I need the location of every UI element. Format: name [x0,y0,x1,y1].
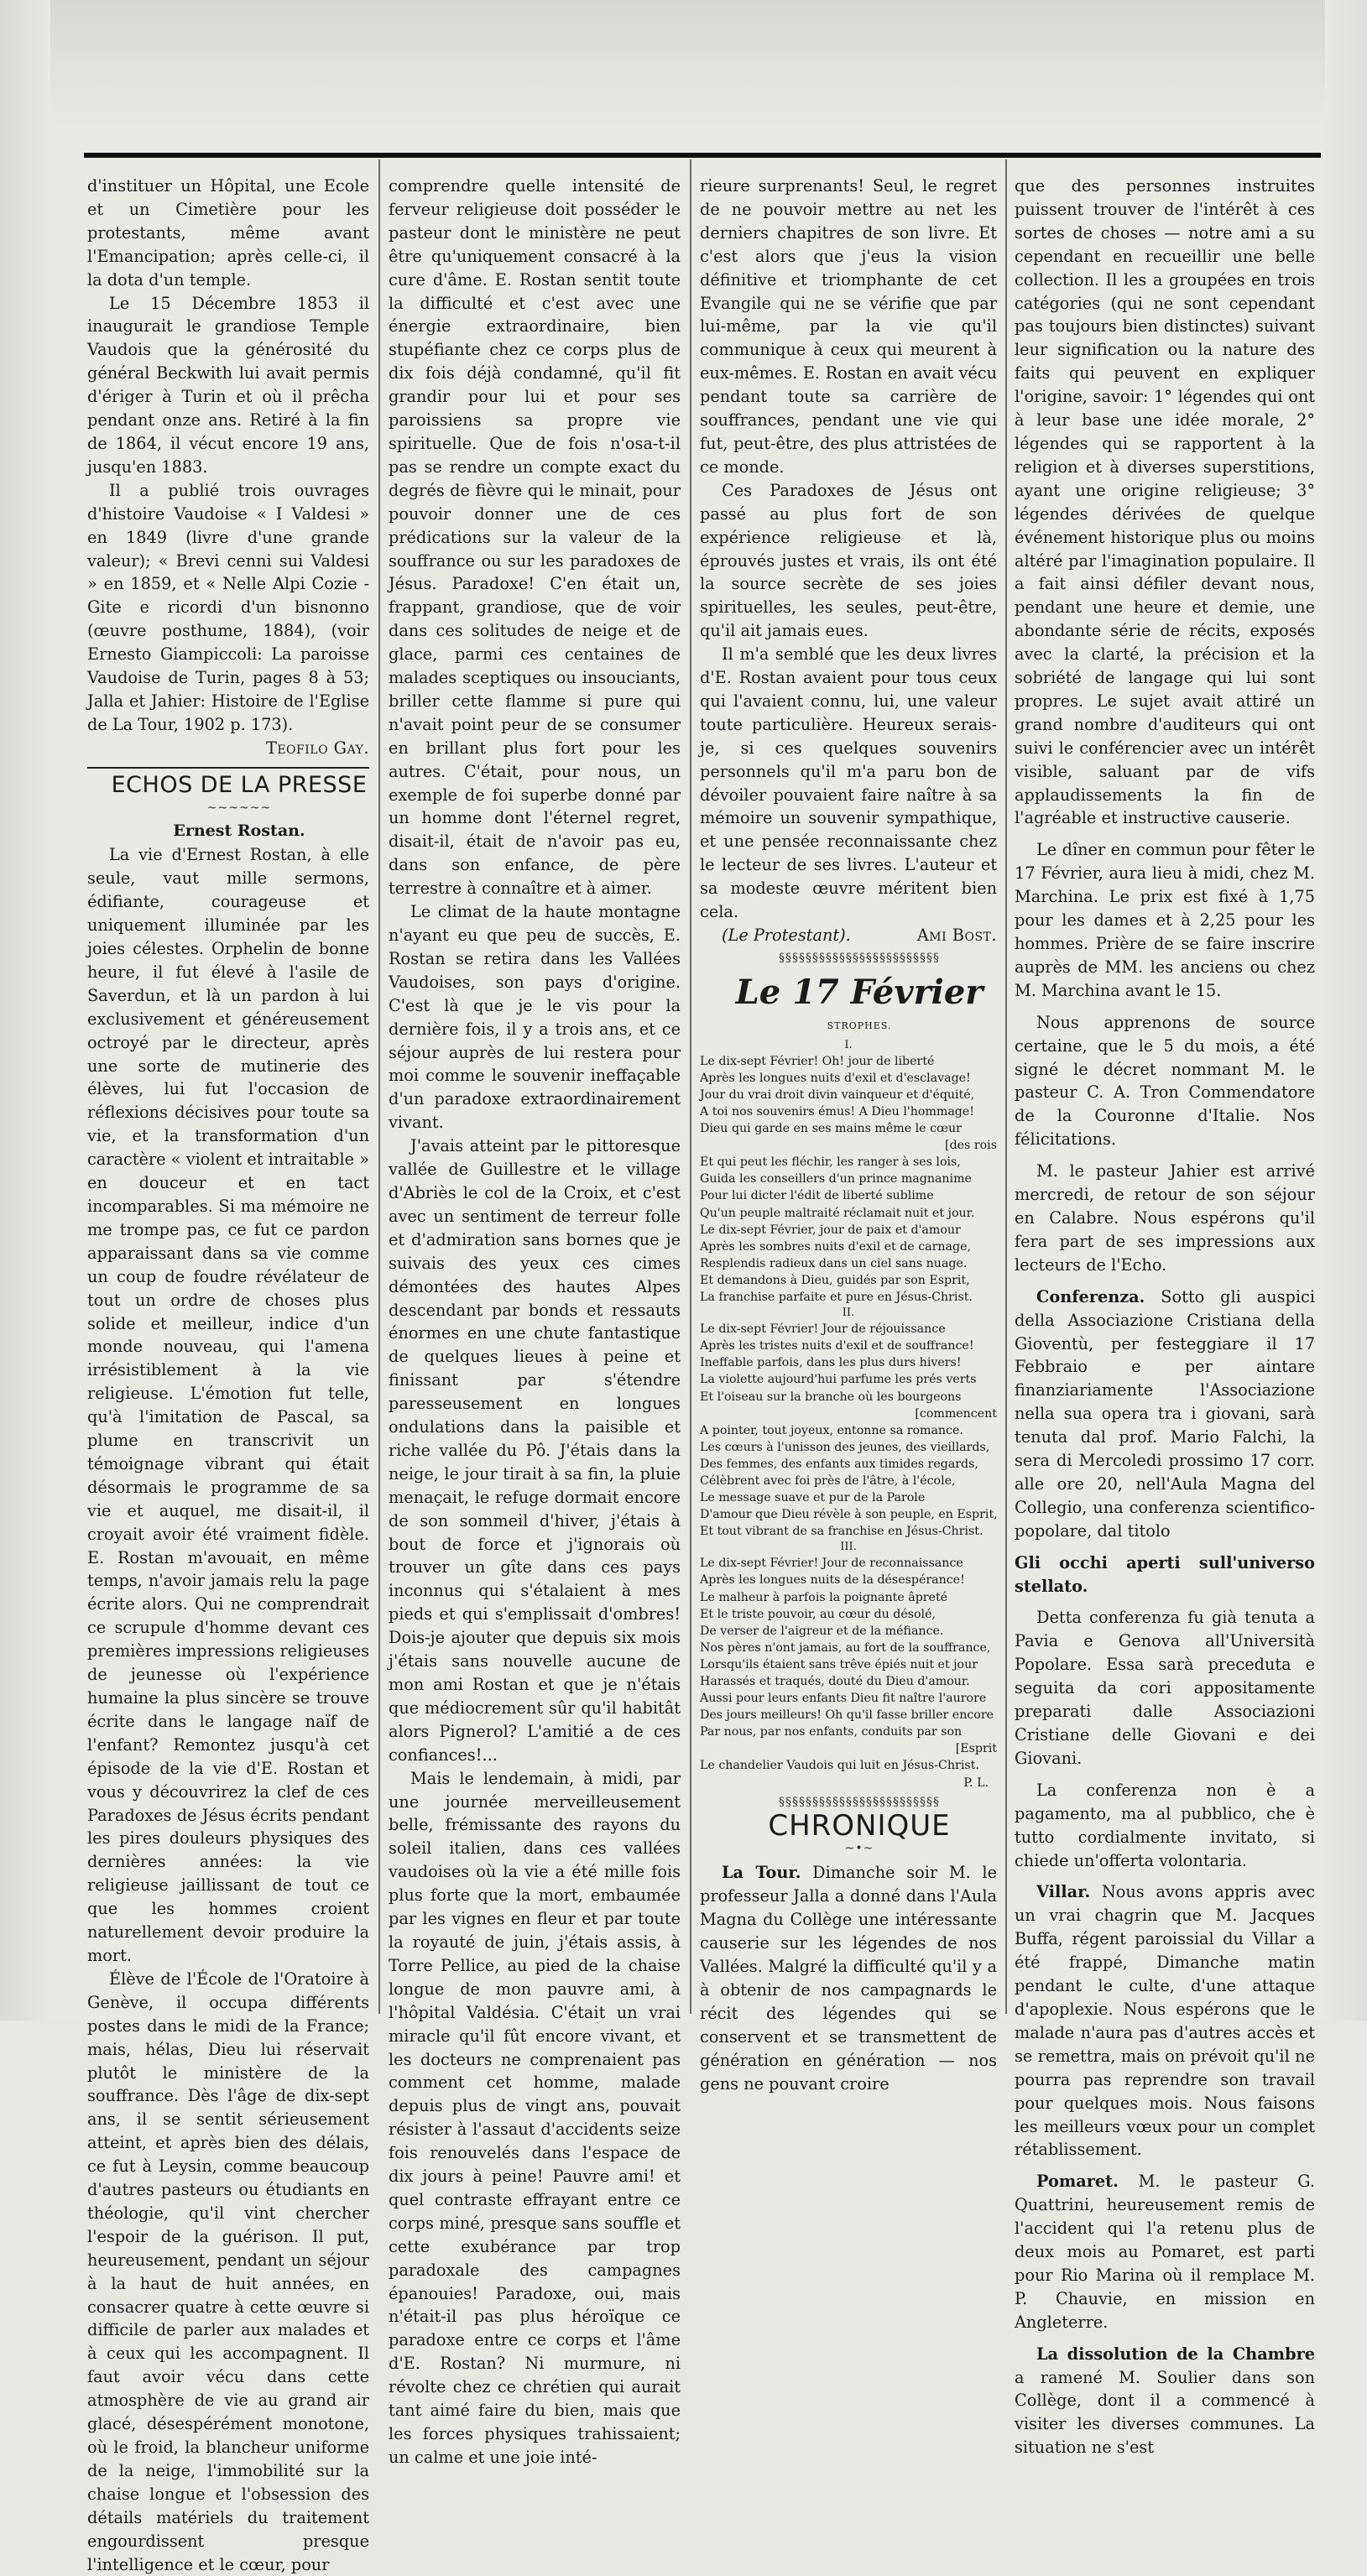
poem-line: Jour du vrai droit divin vainqueur et d'équité, [700,1087,975,1102]
poem-line: Le dix-sept Février, jour de paix et d'amour [700,1223,961,1237]
poem-line: Le malheur à parfois la poignante âpreté [700,1590,948,1604]
news-item-conferenza [1015,1285,1315,1543]
poem-title: Le 17 Février [735,972,984,1012]
ornament: §§§§§§§§§§§§§§§§§§§§§§§§ [779,1795,940,1809]
scan-shadow-top [0,0,1367,126]
chronique-title: CHRONIQUE [768,1808,951,1843]
poem-line: Et qui peut les fléchir, les ranger à ses lois, [700,1155,961,1170]
paragraph: M. le pasteur Jahier est arrivé mercredi, de retour de son séjour en Calabre. Nous espérons qu'il fera part de ses impressions aux lecteurs de l'Echo. [1015,1161,1315,1275]
paragraph: Le 15 Décembre 1853 il inaugurait le grandiose Temple Vaudois que la générosité du général Beckwith lui avait permis d'ériger à Turin et où il prêcha pendant onze ans. Retiré à la fin de 1864, il vécut encore 19 ans, jusqu'en 1883. [87,293,369,477]
source-line [700,924,997,947]
poem-line: La franchise parfaite et pure en Jésus-Christ. [700,1291,973,1305]
paragraph: que des personnes instruites puissent trouver de l'intérêt à ces sortes de choses — notre ami a su cependant en recueillir une belle collection. Il les a groupées en trois catégories (qui ne sont cependant pas toujours bien distinctes) suivant leur signification ou la nature des faits qui peuvent en expliquer l'origine, savoir: 1° légendes qui ont à leur base une idée morale, 2° légendes qui se rapportent à la religion et à diverses superstitions, ayant une origine religieuse; 3° légendes dérivées de quelque événement historique plus ou moins altéré par l'imagination populaire. Il a fait ainsi défiler devant nous, pendant une heure et demie, une abondante série de récits, exposés avec la clarté, la précision et la sobriété de langage qui lui sont propres. Le sujet avait attiré un grand nombre d'auditeurs qui ont suivi le conférencier avec un intérêt visible, saluant par de vifs applaudissements la fin de l'agréable et instructive causerie. [1015,176,1315,828]
poem-line: [Esprit [955,1742,997,1756]
poem-line: A pointer, tout joyeux, entonne sa romance. [700,1423,963,1437]
news-item-villar [1015,1880,1315,2161]
news-label: Villar. [1036,1882,1091,1902]
author-signature: Teofilo Gay. [265,738,369,758]
poem-line: D'amour que Dieu révèle à son peuple, en Esprit, [700,1508,998,1522]
column-divider [690,159,691,2014]
column-3 [700,175,998,2094]
source: (Le Protestant). [722,926,851,945]
poem [700,1038,997,1791]
poem-line: Ineffable parfois, dans les plus durs hivers! [700,1356,962,1370]
column-1 [87,175,369,2574]
poem-line: Dieu qui garde en ses mains même le cœur [700,1122,962,1136]
poem-line: Nos pères n'ont jamais, au fort de la souffrance, [700,1640,991,1655]
poem-line: Resplendis radieux dans un ciel sans nuage. [700,1256,968,1270]
news-label: Conferenza. [1036,1286,1145,1306]
poem-line: Le message suave et pur de la Parole [700,1491,926,1505]
poem-line: Après les longues nuits d'exil et d'esclavage! [700,1071,971,1085]
news-label: La Tour. [722,1863,801,1883]
conference-title: Gli occhi aperti sull'universo stellato. [1015,1552,1315,1596]
stanza-number: II. [842,1306,855,1320]
poem-line: [des rois [945,1139,997,1153]
ornament: ~~~~~~ [206,800,272,815]
ornament: ~•~ [844,1842,874,1856]
paragraph: La conferenza non è a pagamento, ma al pubblico, che è tutto cordialmente invitato, si chiede un'offerta volontaria. [1015,1780,1315,1870]
poem-line: Des jours meilleurs! Oh qu'il fasse briller encore [700,1708,994,1723]
poem-line: Harassés et traqués, douté du Dieu d'amour. [700,1675,970,1688]
poem-line: Le chandelier Vaudois qui luit en Jésus-Christ. [700,1759,979,1773]
paragraph: Mais le lendemain, à midi, par une journée merveilleusement belle, frémissante des rayons du soleil italien, dans ces vallées vaudoises où la vie a été mille fois plus forte que la mort, embaumée par les vignes en fleur et par toute la royauté de juin, j'étais assis, à Torre Pellice, au pied de la chaise longue de mon pauvre ami, à l'hôpital Valdésia. C'était un vrai miracle qu'il fût encore vivant, et les docteurs ne comprenaient pas comment cet homme, malade depuis plus de vingt ans, pouvait résister à l'assaut d'accidents seize fois renouvelés dans l'espace de dix jours à peine! Pauvre ami! et quel contraste effrayant entre ce corps miné, presque sans souffle et cette exubérance par trop paradoxale des campagnes épanouies! Paradoxe, oui, mais n'était-il pas plus héroïque ce paradoxe entre ce corps et l'âme d'E. Rostan? Ni murmure, ni révolte chez ce chrétien qui aurait tant aimé faire du bien, mais que les forces physiques trahissaient; un calme et une joie inté- [389,1768,681,2467]
poem-line: Aussi pour leurs enfants Dieu fit naître l'aurore [700,1692,987,1706]
strophes-label: STROPHES. [827,1019,892,1031]
poem-line: Après les longues nuits de la désespérance! [700,1573,965,1588]
poem-line: Qu'un peuple maltraité réclamait nuit et jour. [700,1206,975,1220]
ornament: §§§§§§§§§§§§§§§§§§§§§§§§ [779,951,940,965]
paragraph: La vie d'Ernest Rostan, à elle seule, vaut mille sermons, édifiante, courageuse et uniquement illuminée par les joies célestes. Orphelin de bonne heure, il fut élevé à l'asile de Saverdun, et là un pardon à lui exclusivement et généreusement octroyé par le directeur, après une sorte de mutinerie des élèves, lui fut l'occasion de réflexions décisives pour toute sa vie, et la transformation d'un caractère « violent et intraitable » en douceur et en tact incomparables. Si ma mémoire ne me trompe pas, ce fut ce pardon apparaissant dans sa vie comme un coup de foudre révélateur de tout un ordre de choses plus solide et meilleur, indice d'un monde nouveau, qui l'amena irrésistiblement à la vie religieuse. L'émotion fut telle, qu'à l'imitation de Pascal, sa plume en transcrivit un témoignage vibrant qui était désormais le programme de sa vie et auquel, me disait-il, il croyait avoir été vraiment fidèle. E. Rostan m'avouait, en même temps, n'avoir jamais relu la page écrite alors. Qui ne comprendrait ce scrupule d'homme devant ces premières impressions religieuses de jeunesse où l'expérience humaine la plus sincère se trouve écrite dans le langage naïf de l'enfant? Remontez jusqu'à cet épisode de la vie d'E. Rostan et vous y découvrirez la clef de ces Paradoxes de Jésus écrits pendant les pires douleurs physiques des dernières années: la vie religieuse jaillissant de tout ce que les hommes croient naturellement devoir produire la mort. [87,845,369,1965]
poem-line: Le dix-sept Février! Oh! jour de liberté [700,1054,935,1068]
scan-shadow-left [0,0,50,2021]
paragraph: Le dîner en commun pour fêter le 17 Février, aura lieu à midi, chez M. Marchina. Le prix est fixé à 1,75 pour les dames et à 2,25 pour les hommes. Prière de se faire inscrire auprès de MM. les anciens ou chez M. Marchina avant le 15. [1015,840,1315,1000]
author-signature: Ami Bost. [916,926,997,945]
paragraph: Ces Paradoxes de Jésus ont passé au plus fort de son expérience religieuse et là, éprouvés justes et vrais, ils ont été la source secrète de ses joies spirituelles, les seules, peut-être, qu'il ait jamais eues. [700,480,997,641]
poem-line: Et l'oiseau sur la branche où les bourgeons [700,1390,962,1404]
section-title: ECHOS DE LA PRESSE [111,771,368,798]
poem-line: A toi nos souvenirs émus! A Dieu l'hommage! [700,1105,974,1119]
poem-line: Pour lui dicter l'édit de liberté sublime [700,1189,934,1203]
poem-line: Après les sombres nuits d'exil et de carnage, [700,1239,971,1254]
paragraph: Le climat de la haute montagne n'ayant eu que peu de succès, E. Rostan se retira dans les Vallées Vaudoises, son pays d'origine. C'est là que je le vis pour la dernière fois, il y a trois ans, et ce séjour auprès de lui restera pour moi comme le souvenir ineffaçable d'un paradoxe extraordinairement vivant. [389,902,681,1133]
paragraph: Nous apprenons de source certaine, que le 5 du mois, a été signé le décret nommant M. le pasteur C. A. Tron Commendatore de la Couronne d'Italie. Nos félicitations. [1015,1012,1315,1150]
news-text: Sotto gli auspici della Associazione Cristiana della Gioventù, per festeggiare il 17 Febbraio e per aintare finanziariamente l'Associazione nella sua opera tra i giovani, sarà tenuta dal prof. Mario Falchi, la sera di Mercoledi prossimo 17 corr. alle ore 20, nell'Aula Magna del Collegio, una conferenza scientifico-popolare, dal titolo [1015,1286,1315,1541]
article-title: Ernest Rostan. [173,821,305,841]
poem-line: Et tout vibrant de sa franchise en Jésus-Christ. [700,1525,984,1539]
column-2 [389,175,681,2467]
poem-line: Lorsqu'ils étaient sans trêve épiés nuit et jour [700,1657,978,1671]
paragraph: Il m'a semblé que les deux livres d'E. Rostan avaient pour tous ceux qui l'avaient connu, lui, une valeur toute particulière. Heureux serais-je, si ces quelques souvenirs personnels qu'il m'a paru bon de dévoiler pouvaient faire naître à sa mémoire un souvenir sympathique, et une pensée reconnaissante chez le lecteur de ses livres. L'auteur et sa modeste œuvre méritent bien cela. [700,644,997,922]
column-divider [378,159,380,2014]
poem-line: Le dix-sept Février! Jour de reconnaissance [700,1557,963,1571]
paragraph: J'avais atteint par le pittoresque vallée de Guillestre et le village d'Abriès le col de la Croix, et c'est avec un sentiment de terreur folle et d'admiration sans bornes que je suivais des yeux ces cimes démontées des hautes Alpes descendant par bonds et ressauts énormes en une chute fantastique de quelques lieues à peine et finissant par s'étendre paresseusement en longues ondulations dans la paisible et riche vallée du Pô. J'étais dans la neige, le jour tirait à sa fin, la pluie menaçait, le refuge dormait encore de son sommeil d'hiver, j'étais à bout de force et j'ignorais où trouver un gîte dans ces pays inconnus qui s'étalaient à mes pieds et qui s'emplissait d'ombres! Dois-je ajouter que depuis six mois j'étais sans nouvelle aucune de mon ami Rostan et que je n'étais que médiocrement sûr qu'il habitât alors Pignerol? L'amitié a de ces confiances!... [389,1136,681,1765]
poem-line: Le dix-sept Février! Jour de réjouissance [700,1322,946,1337]
news-item-pomaret [1015,2170,1315,2334]
poem-line: Et le triste pouvoir, au cœur du désolé, [700,1607,936,1621]
news-item-la-tour [700,1861,997,2095]
poem-line: [commencent [915,1406,997,1421]
poem-line: Par nous, par nos enfants, conduits par son [700,1725,963,1739]
section-rule [87,767,369,769]
news-text: a ramené M. Soulier dans son Collège, dont il a commencé à visiter les diverses communes. La situation ne s'est [1015,2367,1315,2458]
column-4 [1015,175,1316,2458]
poem-line: De verser de l'aigreur et de la méfiance. [700,1624,944,1638]
poem-line: Guida les conseillers d'un prince magnanime [700,1172,972,1186]
news-item-dissolution [1015,2343,1315,2460]
poem-signature: P. L. [963,1776,989,1790]
poem-line: Les cœurs à l'unisson des jeunes, des vieillards, [700,1440,990,1454]
poem-line: Célèbrent avec foi près de l'âtre, à l'école, [700,1473,956,1488]
paragraph: Detta conferenza fu già tenuta a Pavia e Genova all'Università Popolare. Essa sarà preceduta e seguita da cori appositamente preparati dalle Associazioni Cristiane delle Giovani e dei Giovani. [1015,1608,1315,1768]
paragraph: rieure surprenants! Seul, le regret de ne pouvoir mettre au net les derniers chapitres de son livre. Et c'est alors que j'eus la vision définitive et triomphante de cet Evangile qui ne se vérifie que par lui-même, par la vie qu'il communique à ceux qui meurent à eux-mêmes. E. Rostan en avait vécu pendant toute sa carrière de souffrances, pendant une vie qui fut, peut-être, des plus attristées de ce monde. [700,176,997,477]
stanza-number: I. [844,1038,853,1051]
news-text: Dimanche soir M. le professeur Jalla a donné dans l'Aula Magna du Collège une intéressante causerie sur les légendes de nos Vallées. Malgré la difficulté qu'il y a à obtenir de nos campagnards le récit des légendes qui se conservent et se transmettent de génération en génération — nos gens ne pouvant croire [700,1863,997,2094]
paragraph: comprendre quelle intensité de ferveur religieuse doit posséder le pasteur dont le ministère ne peut être qu'uniquement consacré à la cure d'âme. E. Rostan sentit toute la difficulté et c'est avec une énergie extraordinaire, bien stupéfiante chez ce corps plus de dix fois déjà condamné, qu'il fit grandir pour lui et pour ses paroissiens sa propre vie spirituelle. Que de fois n'osa-t-il pas se rendre un compte exact du degrés de fièvre qui le minait, pour pouvoir donner une de ces prédications sur la valeur de la souffrance ou sur les paradoxes de Jésus. Paradoxe! C'en était un, frappant, grandiose, que de voir dans ces solitudes de neige et de glace, parmi ces centaines de malades sceptiques ou insouciants, briller cette flamme si pure qui n'avait point peur de se consumer en brillant plus fort pour les autres. C'était, pour nous, un exemple de foi superbe donné par un homme dont l'éternel regret, disait-il, était de n'avoir pas eu, dans son enfance, de père terrestre à connaître et à aimer. [389,176,681,899]
paragraph: Élève de l'École de l'Oratoire à Genève, il occupa différents postes dans le midi de la France; mais, hélas, Dieu lui réservait plutôt le ministère de la souffrance. Dès l'âge de dix-sept ans, il se sentit sérieusement atteint, et après bien des délais, ce fut à Leysin, comme beaucoup d'autres pasteurs ou étudiants en théologie, qu'il vint chercher l'espoir de la guérison. Il put, heureusement, pendant un séjour à la haut de huit années, en consacrer quatre à cette œuvre si difficile de parler aux malades et à ceux qui les accompagnent. Il faut avoir vécu dans cette atmosphère de vie au grand air glacé, désespérément monotone, où le froid, la blancheur uniforme de la neige, l'immobilité sur la chaise longue et l'obsession des détails matériels du traitement engourdissent presque l'intelligence et le cœur, pour [87,1969,369,2574]
news-text: Nous avons appris avec un vrai chagrin que M. Jacques Buffa, régent paroissial du Villar a été frappé, Dimanche matin pendant le culte, d'une attaque d'apoplexie. Nous espérons que le malade n'aura pas d'autres accès et se remettra, mais on prévoit qu'il ne pourra pas reprendre son travail pour quelques mois. Nous faisons les meilleurs vœux pour un complet rétablissement. [1015,1882,1316,2160]
poem-line: Après les tristes nuits d'exil et de souffrance! [700,1339,974,1353]
stanza-number: III. [840,1541,857,1554]
news-label: Pomaret. [1036,2172,1119,2192]
news-text: M. le pasteur G. Quattrini, heureusement remis de l'accident qui l'a retenu plus de deux mois au Pomaret, est parti pour Rio Marina où il remplace M. P. Chauvie, en mission en Angleterre. [1015,2172,1315,2332]
column-divider [1005,159,1007,2014]
signature-line [87,737,369,760]
poem-line: La violette aujourd'hui parfume les prés verts [700,1373,977,1387]
poem-line: Des femmes, des enfants aux timides regards, [700,1457,978,1471]
scan-shadow-right [1325,0,1367,2021]
news-label: La dissolution de la Chambre [1036,2344,1315,2364]
header-rule [84,153,1321,158]
poem-line: Et demandons à Dieu, guidés par son Esprit, [700,1273,970,1287]
paragraph: Il a publié trois ouvrages d'histoire Vaudoise « I Valdesi » en 1849 (livre d'une grande valeur); « Brevi cenni sui Valdesi » en 1859, et « Nelle Alpi Cozie - Gite e ricordi d'un bisnonno (œuvre posthume, 1884), (voir Ernesto Giampiccoli: La paroisse Vaudoise de Turin, pages 8 à 53; Jalla et Jahier: Histoire de l'Eglise de La Tour, 1902 p. 173). [87,480,369,734]
paragraph: d'instituer un Hôpital, une Ecole et un Cimetière pour les protestants, même avant l'Emancipation; après celle-ci, il la dota d'un temple. [87,176,369,289]
